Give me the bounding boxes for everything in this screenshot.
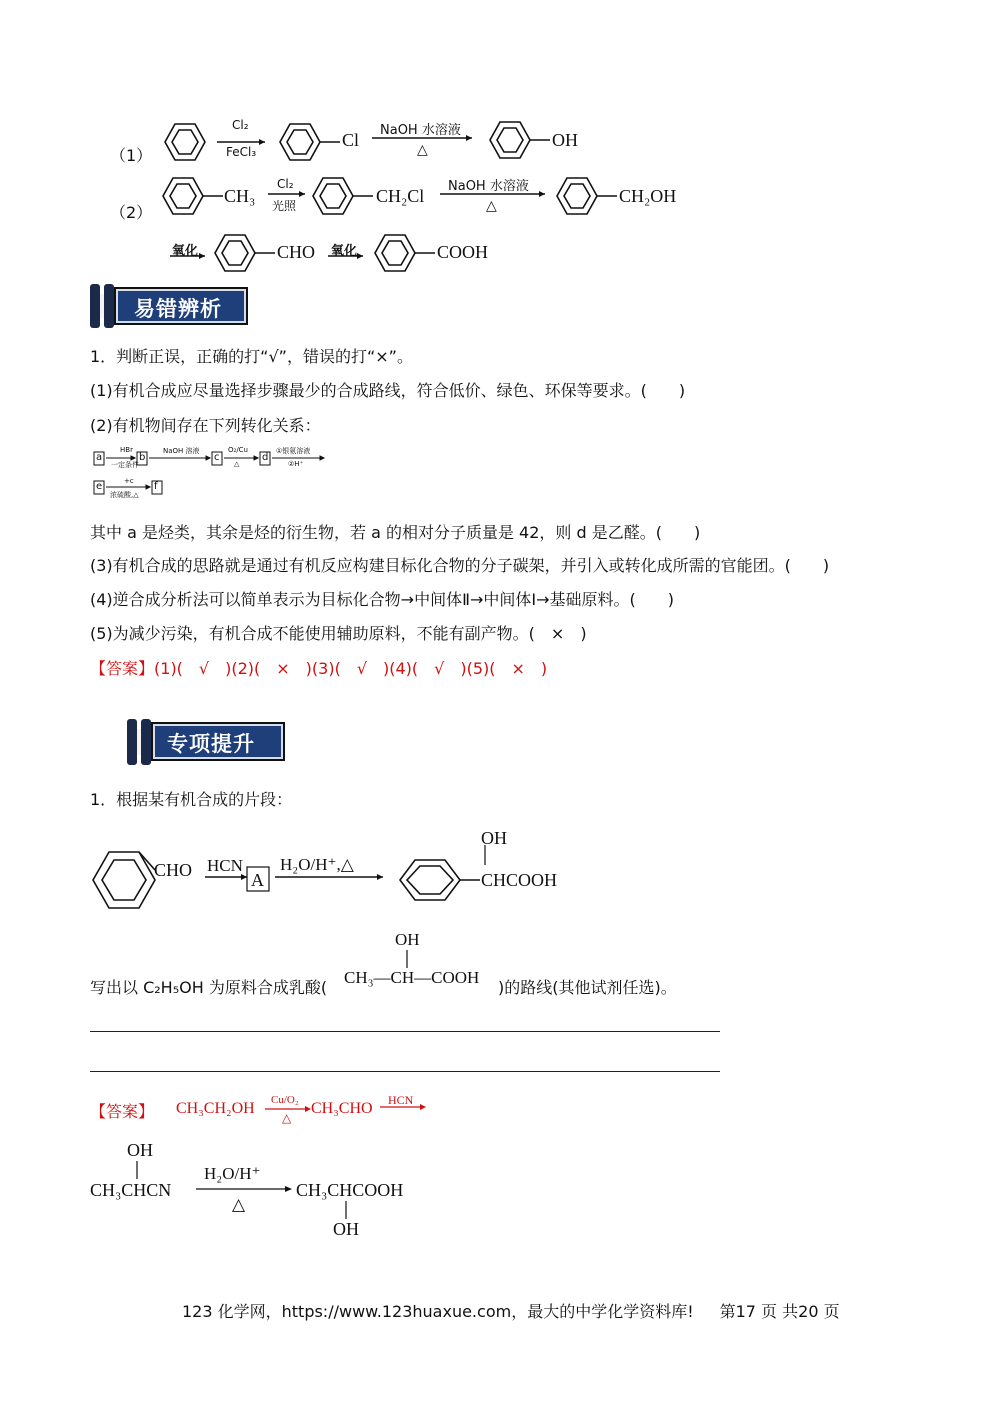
condition-sulfuric: 浓硫酸,△ bbox=[110, 491, 139, 499]
answer-line bbox=[90, 656, 547, 679]
compound-b: b bbox=[139, 452, 146, 463]
route-label-2: （2） bbox=[110, 203, 153, 222]
intermediate-a: A bbox=[251, 870, 264, 890]
answer-text: (1)( √ )(2)( × )(3)( √ )(4)( √ )(5)( × ) bbox=[154, 659, 548, 678]
substituent-cho: CHO bbox=[277, 242, 316, 262]
bond-line bbox=[135, 1161, 139, 1179]
section-title: 易错辨析 bbox=[134, 297, 222, 321]
reagent-h2o-h: H₂O/H⁺,△ bbox=[280, 855, 354, 874]
bond-line bbox=[405, 950, 409, 968]
bond-line bbox=[344, 1201, 348, 1219]
answer-reagent-hcn: HCN bbox=[388, 1093, 414, 1107]
lactic-chain: CH₃—CH—COOH bbox=[344, 968, 480, 987]
group-cho: CHO bbox=[154, 860, 193, 880]
benzene-ring-icon bbox=[165, 124, 205, 160]
arrow-icon bbox=[196, 1184, 292, 1194]
compound-d: d bbox=[262, 452, 269, 463]
section-banner-improve bbox=[127, 719, 287, 765]
substituent-ch3: CH₃ bbox=[224, 186, 256, 206]
answer-blank-line bbox=[90, 1031, 720, 1032]
heat-symbol: △ bbox=[417, 142, 428, 158]
question-5: (5)为减少污染，有机合成不能使用辅助原料，不能有副产物。( × ) bbox=[90, 624, 587, 643]
question-4: (4)逆合成分析法可以简单表示为目标化合物→中间体Ⅱ→中间体Ⅰ→基础原料。( ) bbox=[90, 590, 674, 609]
heat-symbol: △ bbox=[486, 198, 497, 214]
catalyst-fecl3: FeCl₃ bbox=[226, 145, 257, 159]
answer-lactic-acid: CH₃CHCOOH bbox=[296, 1180, 404, 1200]
answer-ethanol: CH₃CH₂OH bbox=[176, 1100, 255, 1117]
reagent-o2cu: O₂/Cu bbox=[228, 446, 248, 454]
footer-page-number: 第17 页 共20 页 bbox=[719, 1302, 840, 1321]
page-footer bbox=[182, 1299, 840, 1322]
answer-heat: △ bbox=[282, 1111, 292, 1125]
substituent-ch2cl: CH₂Cl bbox=[376, 186, 425, 206]
answer-label: 【答案】 bbox=[90, 659, 155, 678]
arrow-icon bbox=[380, 1103, 426, 1111]
substituent-cooh: COOH bbox=[437, 242, 489, 262]
group-chcooh: CHCOOH bbox=[481, 870, 558, 890]
question-2-tail: 其中 a 是烃类，其余是烃的衍生物，若 a 的相对分子质量是 42，则 d 是乙醛。( ) bbox=[90, 523, 701, 542]
section-banner-errors bbox=[90, 284, 250, 328]
substituent-cl: Cl bbox=[342, 130, 360, 150]
section-title: 专项提升 bbox=[167, 732, 255, 756]
answer-heat: △ bbox=[232, 1195, 246, 1214]
route-label-1: （1） bbox=[110, 146, 153, 165]
question-intro: 1．判断正误，正确的打“√”，错误的打“×”。 bbox=[90, 347, 413, 366]
answer-cyanohydrin: CH₃CHCN bbox=[90, 1180, 172, 1200]
answer-label: 【答案】 bbox=[90, 1102, 155, 1121]
compound-f: f bbox=[154, 481, 158, 492]
question-intro: 1．根据某有机合成的片段： bbox=[90, 790, 293, 809]
answer-blank-line bbox=[90, 1071, 720, 1072]
substituent-oh: OH bbox=[552, 130, 578, 150]
compound-e: e bbox=[96, 481, 103, 492]
question-2: (2)有机物间存在下列转化关系： bbox=[90, 416, 321, 435]
reagent-naoh: NaOH 溶液 bbox=[163, 447, 200, 455]
answer-reagent-cuo2: Cu/O₂ bbox=[271, 1094, 299, 1106]
question-prefix: 写出以 C₂H₅OH 为原料合成乳酸( bbox=[90, 978, 328, 997]
question-3: (3)有机合成的思路就是通过有机反应构建目标化合物的分子碳架，并引入或转化成所需的官能团。( ) bbox=[90, 556, 830, 575]
lactic-oh: OH bbox=[395, 930, 420, 949]
substituent-ch2oh: CH₂OH bbox=[619, 186, 677, 206]
benzene-ring-icon bbox=[400, 860, 480, 900]
oxidation-label: 氧化 bbox=[331, 244, 358, 259]
benzene-ring-icon bbox=[163, 178, 223, 214]
reagent-naoh: NaOH 水溶液 bbox=[380, 123, 461, 138]
answer-acetaldehyde: CH₃CHO bbox=[311, 1100, 373, 1117]
benzene-ring-icon bbox=[280, 124, 340, 160]
reagent-hbr: HBr bbox=[120, 446, 133, 454]
question-1: (1)有机合成应尽量选择步骤最少的合成路线，符合低价、绿色、环保等要求。( ) bbox=[90, 381, 686, 400]
reagent-plus-c: +c bbox=[124, 477, 134, 485]
benzene-ring-icon bbox=[557, 178, 617, 214]
benzene-ring-icon bbox=[215, 235, 275, 271]
benzene-ring-icon bbox=[313, 178, 373, 214]
benzene-ring-icon bbox=[375, 235, 435, 271]
reagent-naoh: NaOH 水溶液 bbox=[448, 179, 529, 194]
heat-symbol: △ bbox=[234, 460, 240, 468]
reagent-hcn: HCN bbox=[207, 856, 243, 875]
compound-a: a bbox=[96, 452, 103, 463]
answer-reagent-h2o: H₂O/H⁺ bbox=[204, 1164, 261, 1183]
reagent-cl2: Cl₂ bbox=[232, 118, 249, 132]
condition-light: 光照 bbox=[272, 199, 297, 213]
answer-oh-bottom: OH bbox=[333, 1219, 359, 1239]
answer-oh-top: OH bbox=[127, 1140, 153, 1160]
reagent-silver-ammonia: ①银氨溶液 bbox=[276, 447, 311, 455]
compound-c: c bbox=[214, 452, 220, 463]
reagent-cl2: Cl₂ bbox=[277, 177, 294, 191]
group-oh: OH bbox=[481, 828, 507, 848]
benzene-ring-icon bbox=[490, 122, 550, 158]
condition-text: 一定条件 bbox=[111, 461, 139, 469]
oxidation-label: 氧化 bbox=[172, 244, 199, 259]
footer-site: 123 化学网，https://www.123huaxue.com，最大的中学化学资料库! bbox=[182, 1302, 694, 1321]
benzene-ring-icon bbox=[93, 852, 155, 908]
reagent-acid: ②H⁺ bbox=[288, 460, 304, 468]
question-suffix: )的路线(其他试剂任选)。 bbox=[498, 978, 677, 997]
